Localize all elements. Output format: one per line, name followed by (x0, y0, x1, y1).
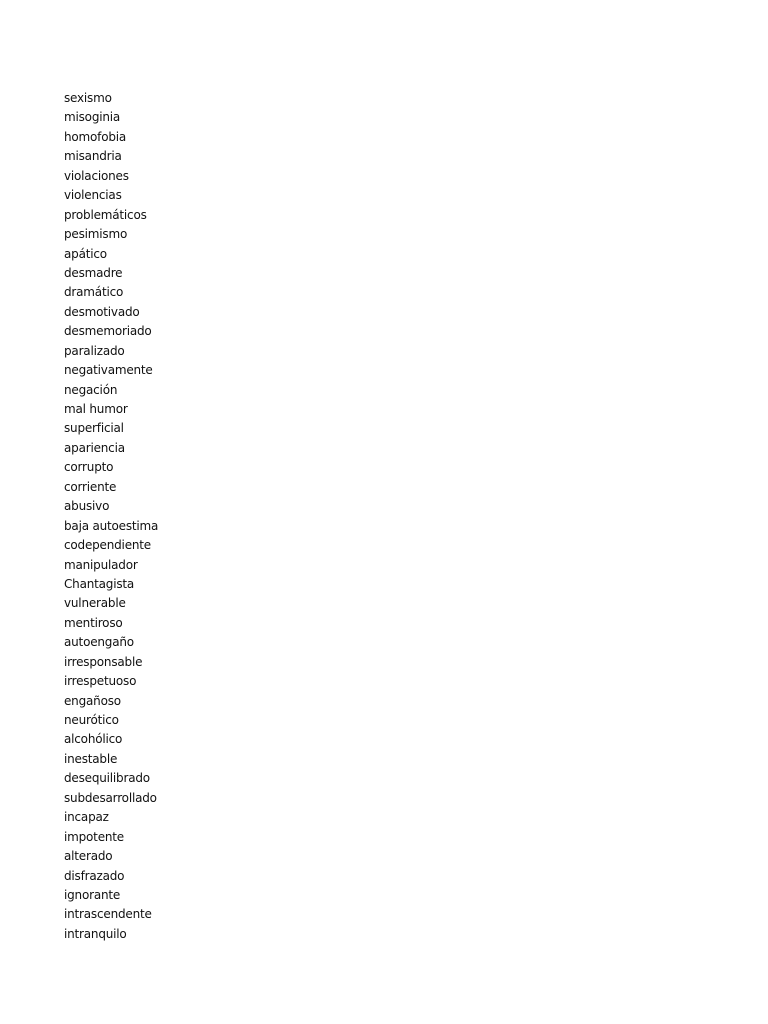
list-item: incapaz (64, 810, 109, 825)
list-item: impotente (64, 829, 124, 844)
list-item: homofobia (64, 129, 127, 144)
list-item: superficial (64, 421, 124, 436)
list-item: ignorante (64, 887, 121, 902)
list-item: irresponsable (64, 654, 143, 669)
list-item: desmotivado (64, 304, 140, 319)
list-item: desmemoriado (64, 324, 152, 339)
list-item: negativamente (64, 363, 153, 378)
list-item: disfrazado (64, 868, 125, 883)
list-item: sexismo (64, 91, 112, 105)
list-item: alcohólico (64, 732, 123, 747)
list-item: baja autoestima (64, 518, 159, 533)
list-item: intrascendente (64, 907, 152, 922)
list-item: abusivo (64, 499, 110, 514)
list-item: problemáticos (64, 207, 147, 222)
list-item: irrespetuoso (64, 674, 137, 689)
list-item: corrupto (64, 460, 114, 475)
list-item: apático (64, 246, 107, 261)
list-item: codependiente (64, 538, 151, 553)
list-item: violencias (64, 188, 122, 203)
list-item: desequilibrado (64, 771, 150, 786)
list-item: paralizado (64, 343, 125, 358)
list-item: vulnerable (64, 596, 126, 611)
list-item: corriente (64, 479, 117, 494)
list-item: mal humor (64, 402, 128, 416)
list-item: neurótico (64, 713, 119, 727)
list-item: manipulador (64, 557, 138, 572)
list-item: misandria (64, 149, 122, 164)
list-item: engañoso (64, 693, 121, 708)
list-item: negación (64, 382, 118, 397)
list-item: violaciones (64, 168, 129, 183)
list-item: dramático (64, 285, 124, 300)
list-item: mentiroso (64, 615, 123, 630)
list-item: misoginia (64, 110, 121, 125)
list-item: desmadre (64, 265, 123, 280)
list-item: inestable (64, 751, 118, 766)
list-item: Chantagista (64, 576, 135, 591)
list-item: autoengaño (64, 635, 134, 650)
list-item: apariencia (64, 440, 125, 455)
word-list (64, 89, 158, 944)
list-item: alterado (64, 849, 113, 864)
list-item: pesimismo (64, 227, 128, 242)
list-item: subdesarrollado (64, 790, 157, 805)
list-item: intranquilo (64, 926, 127, 941)
